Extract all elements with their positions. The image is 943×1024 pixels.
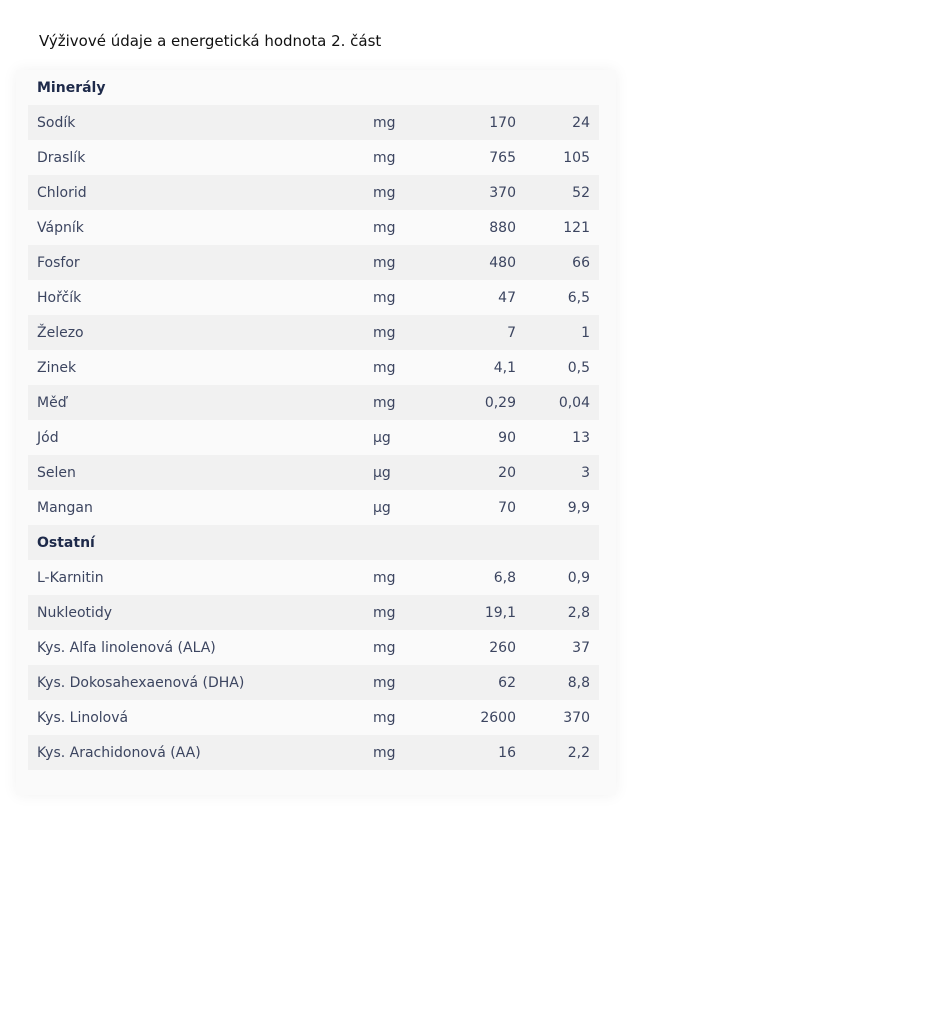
nutrient-value-1: 260 [489, 639, 516, 656]
nutrient-value-1: 16 [498, 744, 516, 761]
nutrient-name: Draslík [37, 149, 86, 166]
nutrient-value-2: 3 [581, 464, 590, 481]
nutrient-unit: µg [373, 429, 391, 446]
nutrient-unit: mg [373, 394, 396, 411]
nutrient-unit: mg [373, 604, 396, 621]
table-row [28, 455, 599, 490]
nutrient-value-2: 37 [572, 639, 590, 656]
nutrient-name: Sodík [37, 114, 76, 131]
nutrient-value-1: 880 [489, 219, 516, 236]
nutrient-value-1: 0,29 [484, 394, 516, 411]
nutrient-unit: mg [373, 709, 396, 726]
nutrient-name: Chlorid [37, 184, 87, 201]
table-row [28, 490, 599, 525]
nutrient-value-2: 8,8 [567, 674, 590, 691]
table-row [28, 245, 599, 280]
nutrient-value-1: 2600 [480, 709, 516, 726]
nutrient-value-2: 370 [563, 709, 590, 726]
page-title: Výživové údaje a energetická hodnota 2. část [39, 32, 382, 50]
table-row [28, 595, 599, 630]
nutrient-value-1: 370 [489, 184, 516, 201]
table-row [28, 210, 599, 245]
table-row [28, 665, 599, 700]
nutrient-name: Kys. Dokosahexaenová (DHA) [37, 674, 245, 691]
nutrient-name: Zinek [37, 359, 77, 376]
nutrient-value-1: 170 [489, 114, 516, 131]
nutrient-value-1: 7 [507, 324, 516, 341]
table-row [28, 105, 599, 140]
nutrient-unit: mg [373, 639, 396, 656]
nutrient-value-2: 6,5 [567, 289, 590, 306]
nutrient-unit: mg [373, 744, 396, 761]
nutrient-unit: µg [373, 464, 391, 481]
nutrient-value-2: 9,9 [567, 499, 590, 516]
table-row [28, 560, 599, 595]
nutrient-unit: mg [373, 184, 396, 201]
nutrient-value-2: 0,04 [558, 394, 590, 411]
nutrient-unit: mg [373, 114, 396, 131]
nutrient-unit: mg [373, 254, 396, 271]
nutrient-value-2: 105 [563, 149, 590, 166]
nutrient-value-1: 480 [489, 254, 516, 271]
nutrient-name: Hořčík [37, 289, 82, 306]
table-row [28, 350, 599, 385]
nutrient-value-1: 765 [489, 149, 516, 166]
nutrient-value-2: 2,2 [567, 744, 590, 761]
table-row [28, 280, 599, 315]
nutrient-name: Nukleotidy [37, 604, 113, 621]
nutrient-value-1: 70 [498, 499, 516, 516]
table-row [28, 175, 599, 210]
nutrient-value-1: 47 [498, 289, 516, 306]
nutrient-value-1: 62 [498, 674, 516, 691]
nutrient-name: Železo [37, 324, 84, 341]
nutrient-value-2: 24 [572, 114, 590, 131]
nutrient-unit: mg [373, 674, 396, 691]
nutrient-value-1: 4,1 [493, 359, 516, 376]
nutrient-value-1: 90 [498, 429, 516, 446]
nutrient-value-2: 2,8 [567, 604, 590, 621]
table-row [28, 700, 599, 735]
section-header [28, 525, 599, 560]
nutrient-name: Mangan [37, 499, 93, 516]
table-row [28, 140, 599, 175]
nutrient-name: Měď [37, 394, 67, 411]
nutrient-name: Kys. Arachidonová (AA) [37, 744, 201, 761]
section-title: Minerály [37, 79, 106, 96]
nutrient-value-1: 6,8 [493, 569, 516, 586]
nutrient-value-2: 0,9 [567, 569, 590, 586]
nutrient-value-1: 20 [498, 464, 516, 481]
table-row [28, 630, 599, 665]
table-row [28, 385, 599, 420]
nutrient-name: L-Karnitin [37, 569, 104, 586]
nutrient-value-2: 13 [572, 429, 590, 446]
table-row [28, 315, 599, 350]
nutrient-unit: mg [373, 359, 396, 376]
nutrient-unit: mg [373, 219, 396, 236]
nutrient-value-2: 52 [572, 184, 590, 201]
nutrient-value-2: 66 [572, 254, 590, 271]
nutrient-value-2: 121 [563, 219, 590, 236]
nutrient-name: Jód [37, 429, 59, 446]
table-row [28, 420, 599, 455]
nutrition-table-card [16, 70, 616, 795]
nutrient-name: Kys. Alfa linolenová (ALA) [37, 639, 216, 656]
nutrient-unit: mg [373, 324, 396, 341]
section-header [28, 70, 599, 105]
nutrient-unit: mg [373, 149, 396, 166]
nutrient-name: Fosfor [37, 254, 80, 271]
nutrient-name: Selen [37, 464, 76, 481]
nutrient-unit: µg [373, 499, 391, 516]
nutrient-unit: mg [373, 289, 396, 306]
nutrient-unit: mg [373, 569, 396, 586]
nutrient-value-2: 0,5 [567, 359, 590, 376]
nutrient-name: Kys. Linolová [37, 709, 129, 726]
nutrient-name: Vápník [37, 219, 84, 236]
table-row [28, 735, 599, 770]
nutrition-table [28, 70, 599, 770]
nutrient-value-2: 1 [581, 324, 590, 341]
section-title: Ostatní [37, 534, 95, 551]
nutrient-value-1: 19,1 [484, 604, 516, 621]
